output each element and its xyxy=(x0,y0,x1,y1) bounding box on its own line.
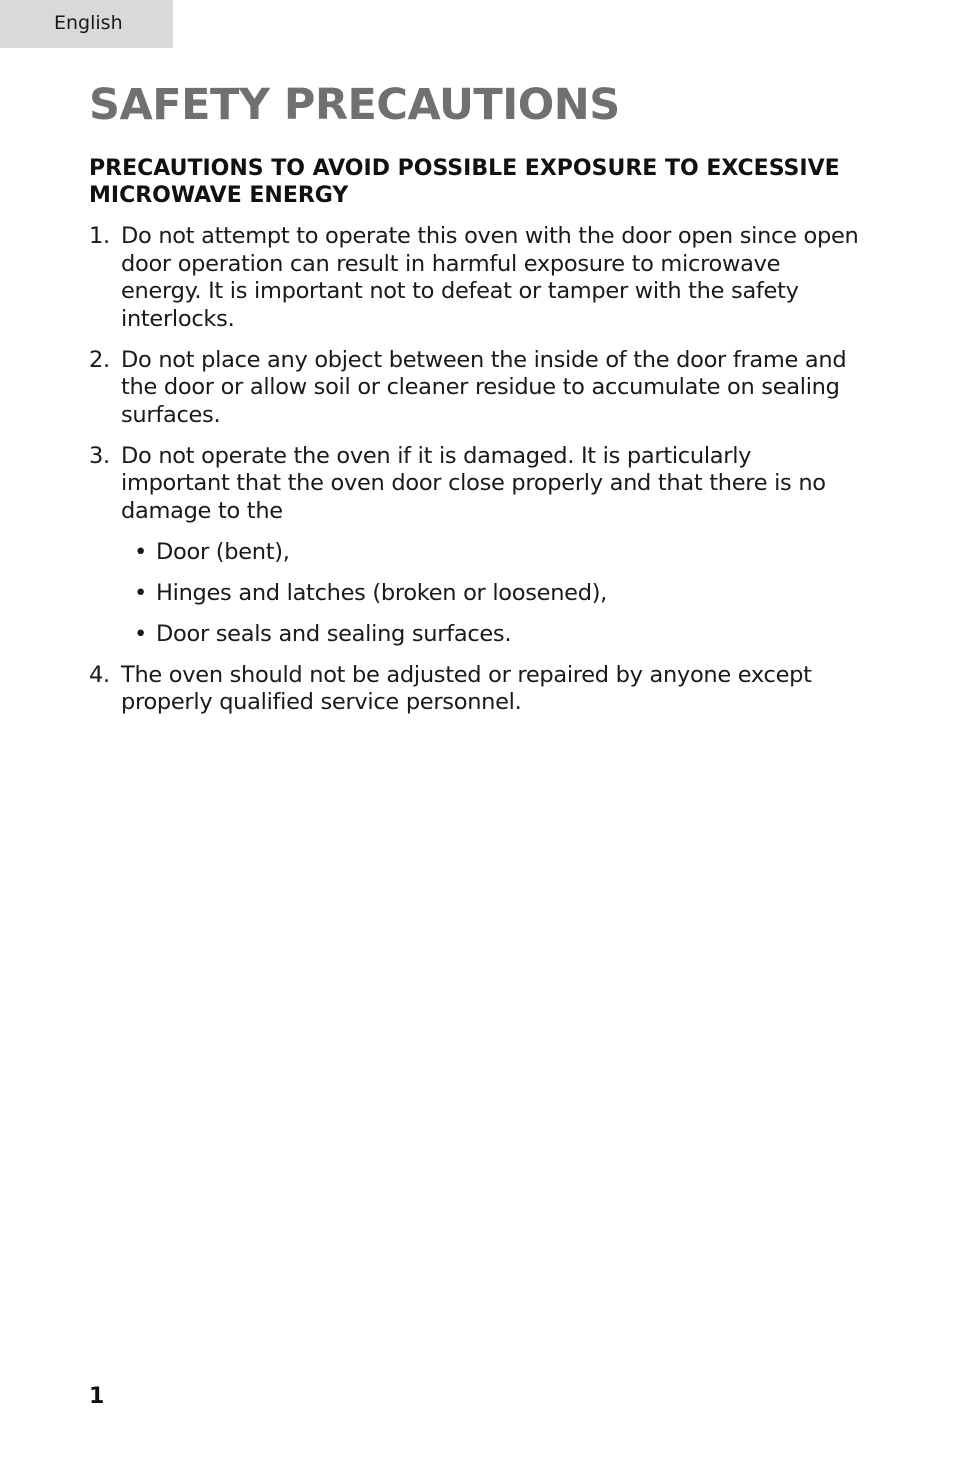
bullet-item xyxy=(121,580,864,608)
bullet-icon: • xyxy=(134,579,147,606)
item-number: 1. xyxy=(89,223,110,249)
bullet-text: Hinges and latches (broken or loosened), xyxy=(156,579,608,606)
precaution-item-3 xyxy=(89,443,864,649)
language-tab: English xyxy=(0,0,173,48)
item-number: 2. xyxy=(89,346,110,373)
section-subheading: PRECAUTIONS TO AVOID POSSIBLE EXPOSURE TO EXCESSIVE MICROWAVE ENERGY xyxy=(89,156,840,208)
item-text: Do not attempt to operate this oven with the door open since open door operation can result in harmful exposure to microwave energy. It is important not to defeat or tamper with the safety interlocks. xyxy=(121,223,859,332)
precaution-item-2 xyxy=(89,347,864,430)
bullet-text: Door (bent), xyxy=(156,538,290,565)
precaution-item-4 xyxy=(89,662,864,717)
item-text: Do not place any object between the inside of the door frame and the door or allow soil or cleaner residue to accumulate on sealing surfaces. xyxy=(121,346,847,428)
bullet-item xyxy=(121,539,864,567)
page-title: SAFETY PRECAUTIONS xyxy=(89,80,620,130)
item-number: 4. xyxy=(89,661,110,688)
item-text: Do not operate the oven if it is damaged. It is particularly important that the oven door close properly and that there is no damage to the xyxy=(121,442,826,524)
bullet-text: Door seals and sealing surfaces. xyxy=(156,620,512,647)
item-number: 3. xyxy=(89,442,110,469)
precautions-list xyxy=(89,223,864,730)
item-text: The oven should not be adjusted or repaired by anyone except properly qualified service personnel. xyxy=(121,661,812,715)
bullet-icon: • xyxy=(134,620,147,647)
precaution-item-1 xyxy=(89,223,864,333)
bullet-icon: • xyxy=(134,538,147,565)
page-number: 1 xyxy=(89,1384,105,1409)
bullet-item xyxy=(121,621,864,649)
